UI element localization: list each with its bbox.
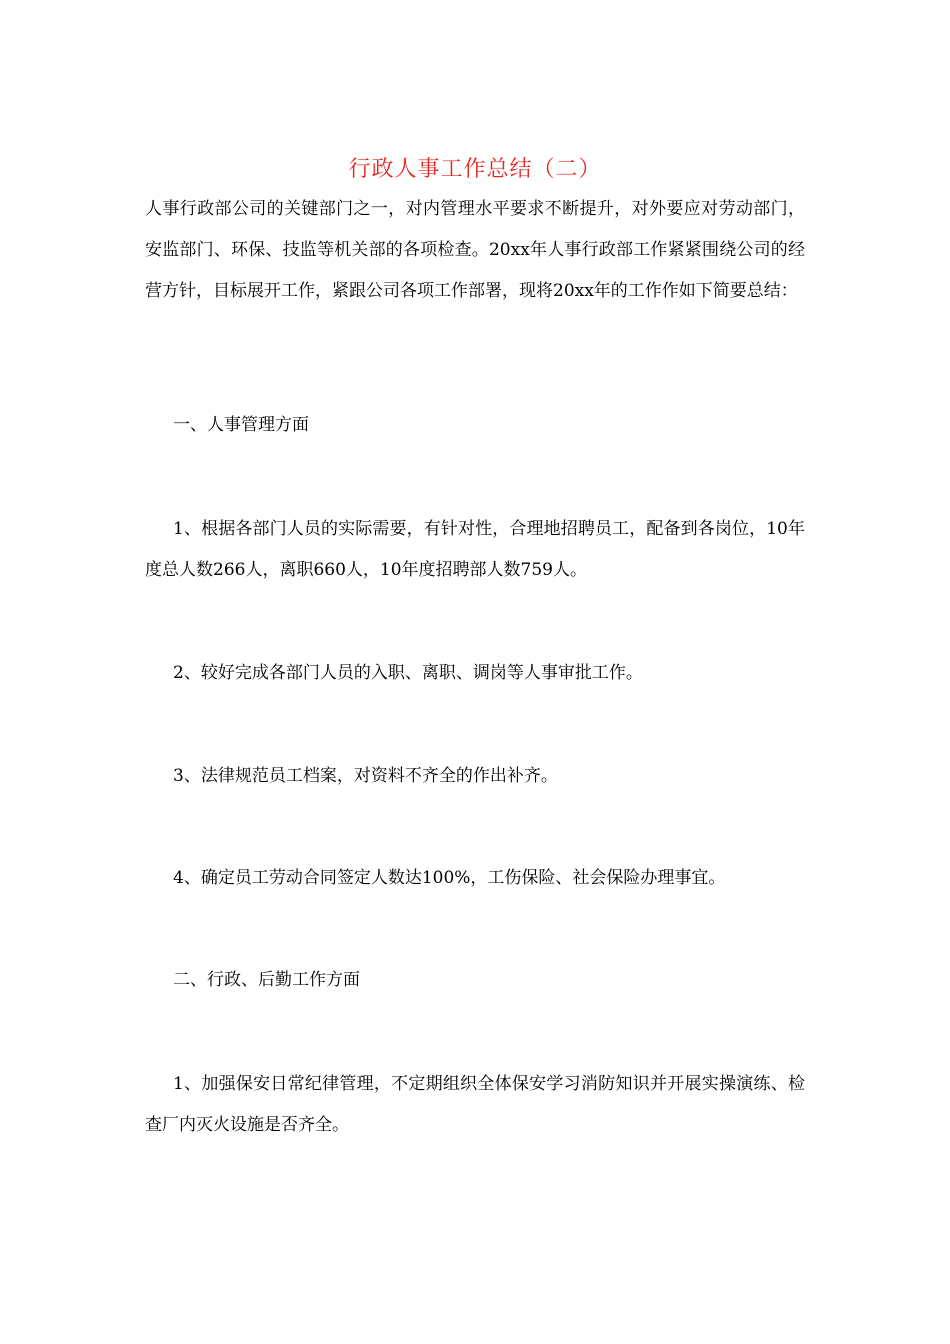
section2-item-1: 1、加强保安日常纪律管理，不定期组织全体保安学习消防知识并开展实操演练、检查厂内灭火设施是否齐全。	[145, 1074, 805, 1135]
section1-item-2: 2、较好完成各部门人员的入职、离职、调岗等人事审批工作。	[173, 663, 643, 683]
section1-item-3: 3、法律规范员工档案，对资料不齐全的作出补齐。	[173, 766, 558, 786]
document-title: 行政人事工作总结（二）	[348, 157, 602, 182]
section1-item-1: 1、根据各部门人员的实际需要，有针对性，合理地招聘员工，配备到各岗位，10年度总人数266人，离职660人，10年度招聘部人数759人。	[145, 519, 805, 580]
section2-heading: 二、行政、后勤工作方面	[173, 970, 360, 990]
intro-paragraph: 人事行政部公司的关键部门之一，对内管理水平要求不断提升，对外要应对劳动部门，安监部门、环保、技监等机关部的各项检查。20xx年人事行政部工作紧紧围绕公司的经营方针，目标展开工作，紧跟公司各项工作部署，现将20xx年的工作作如下简要总结：	[145, 199, 805, 301]
section1-heading: 一、人事管理方面	[173, 415, 309, 435]
section1-item-4: 4、确定员工劳动合同签定人数达100%，工伤保险、社会保险办理事宜。	[173, 868, 726, 888]
